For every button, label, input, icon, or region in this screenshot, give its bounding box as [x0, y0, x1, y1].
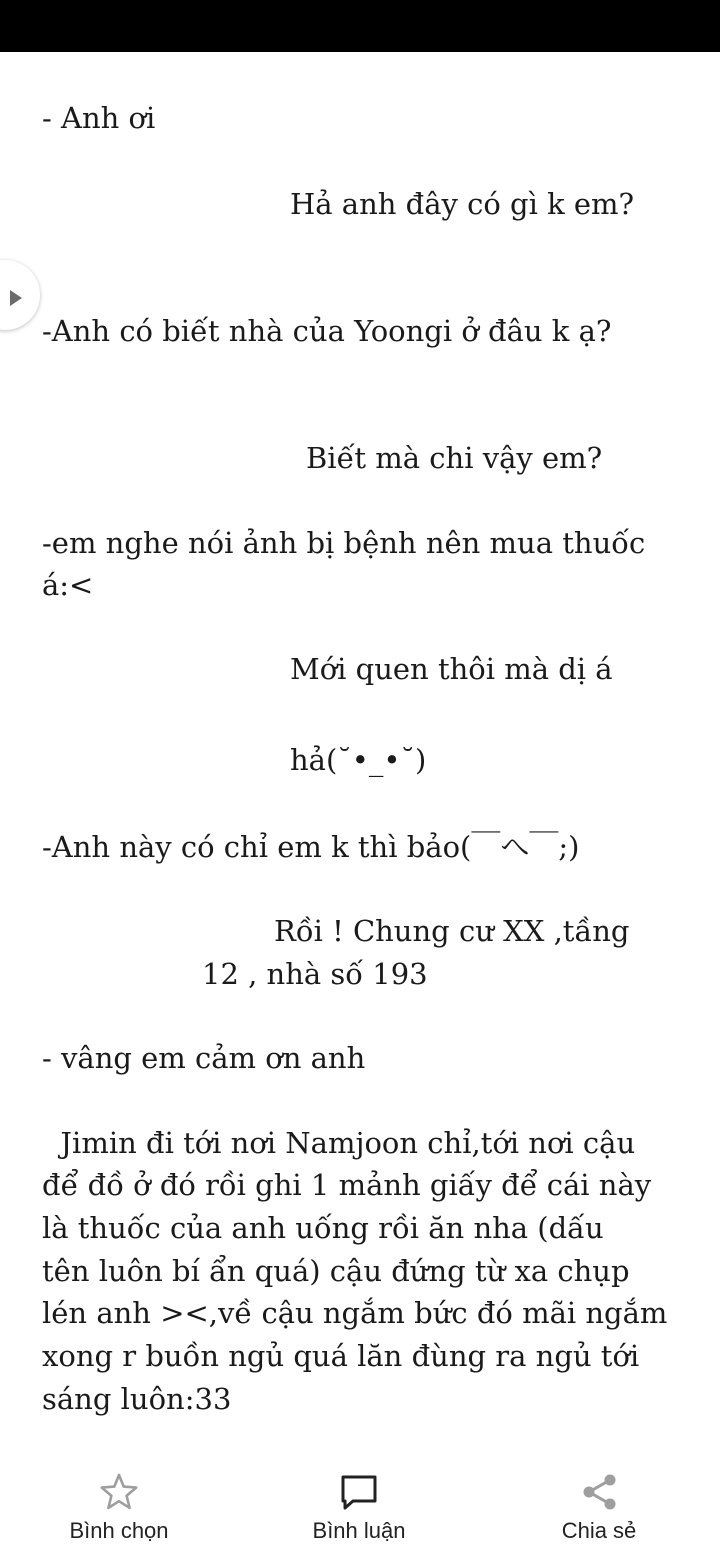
comment-label: Bình luận	[312, 1518, 406, 1543]
paragraph-line: sáng luôn:33	[42, 1382, 232, 1416]
paragraph-line: xong r buồn ngủ quá lăn đùng ra ngủ tới	[42, 1339, 640, 1373]
story-line: - vâng em cảm ơn anh	[42, 1041, 366, 1075]
comment-button[interactable]	[259, 1460, 459, 1560]
share-button[interactable]	[499, 1460, 699, 1560]
story-line: -Anh này có chỉ em k thì bảo(￣へ￣;)	[42, 830, 580, 864]
vote-label: Bình chọn	[69, 1518, 169, 1543]
play-arrow-icon	[8, 288, 24, 308]
paragraph-line: Jimin đi tới nơi Namjoon chỉ,tới nơi cậu	[42, 1126, 636, 1160]
story-line: á:<	[42, 568, 94, 602]
share-label: Chia sẻ	[561, 1518, 637, 1543]
star-outline-icon	[99, 1472, 139, 1512]
story-line: Mới quen thôi mà dị á	[290, 652, 613, 686]
speech-bubble-icon	[339, 1472, 379, 1512]
paragraph-line: tên luôn bí ẩn quá) cậu đứng từ xa chụp	[42, 1254, 630, 1288]
share-icon	[579, 1472, 619, 1512]
story-line: Rồi ! Chung cư XX ,tầng	[274, 914, 630, 948]
bottom-action-bar	[0, 1460, 720, 1560]
story-line: hả(˘•_•˘)	[290, 743, 427, 777]
paragraph-line: lén anh ><,về cậu ngắm bức đó mãi ngắm	[42, 1296, 668, 1330]
vote-button[interactable]	[19, 1460, 219, 1560]
story-line: - Anh ơi	[42, 101, 156, 135]
story-line: -Anh có biết nhà của Yoongi ở đâu k ạ?	[42, 314, 612, 348]
paragraph-line: để đồ ở đó rồi ghi 1 mảnh giấy để cái này	[42, 1168, 652, 1202]
story-line: -em nghe nói ảnh bị bệnh nên mua thuốc	[42, 526, 646, 560]
story-line: 12 , nhà số 193	[202, 957, 428, 991]
story-line: Biết mà chi vậy em?	[306, 441, 603, 475]
story-line: Hả anh đây có gì k em?	[290, 187, 635, 221]
paragraph-line: là thuốc của anh uống rồi ăn nha (dấu	[42, 1211, 604, 1245]
